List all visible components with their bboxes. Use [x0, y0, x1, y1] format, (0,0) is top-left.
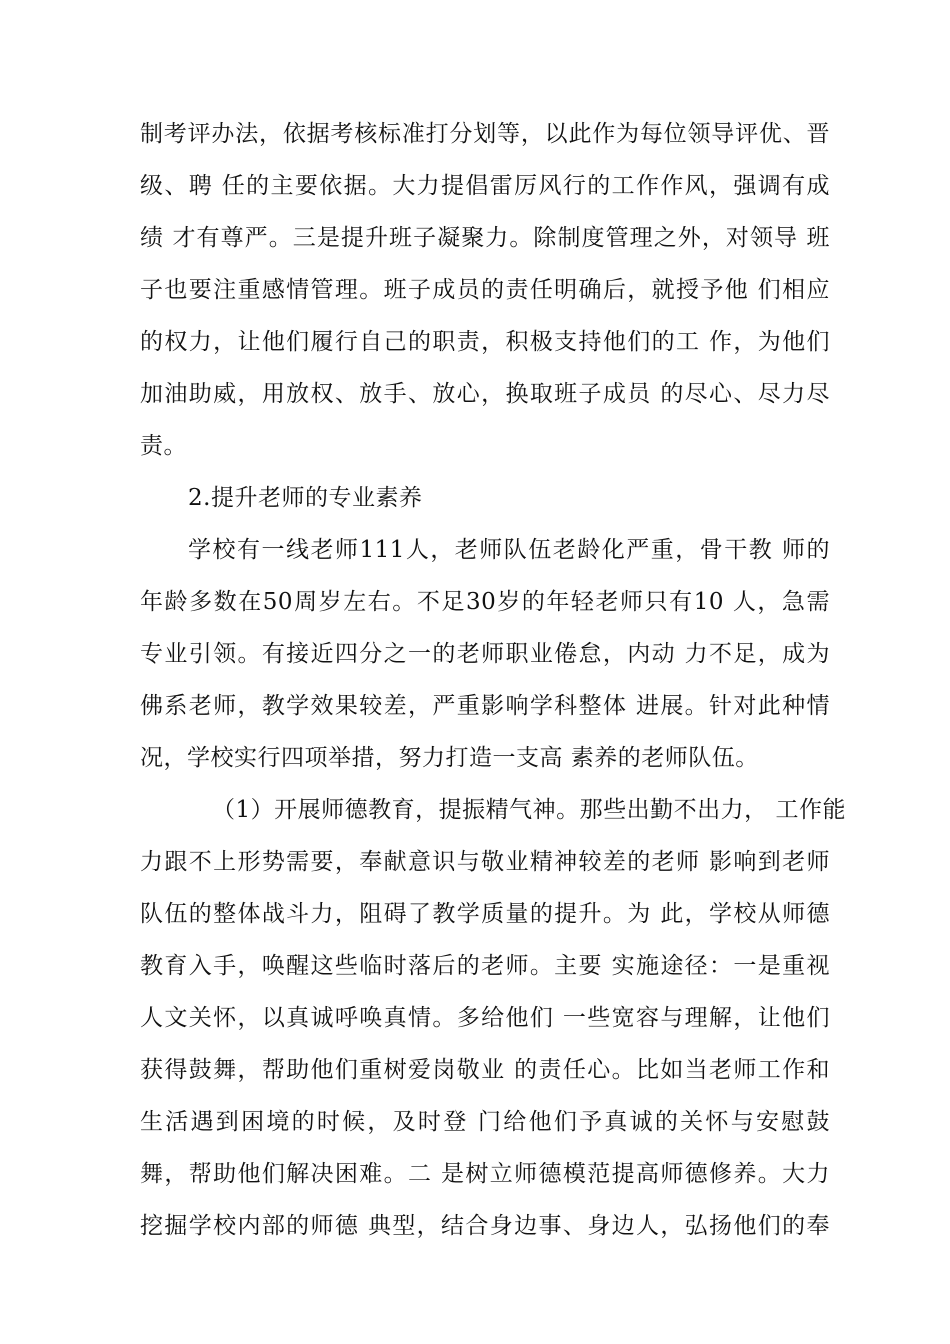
text-line: 教育入手，唤醒这些临时落后的老师。主要 实施途径：一是重视: [140, 953, 830, 979]
text-line: 队伍的整体战斗力，阻碍了教学质量的提升。为 此，学校从师德: [140, 901, 830, 927]
text-line: 挖掘学校内部的师德 典型，结合身边事、身边人，弘扬他们的奉: [140, 1213, 830, 1239]
text-line: 佛系老师，教学效果较差，严重影响学科整体 进展。针对此种情: [140, 693, 830, 719]
text-line: 力跟不上形势需要，奉献意识与敬业精神较差的老师 影响到老师: [140, 849, 830, 875]
text-line: 子也要注重感情管理。班子成员的责任明确后，就授予他 们相应: [140, 277, 830, 303]
text-line: 学校有一线老师111人，老师队伍老龄化严重，骨干教 师的: [188, 537, 830, 563]
text-line: （1）开展师德教育，提振精气神。那些出勤不出力， 工作能: [212, 797, 846, 823]
text-line: 年龄多数在50周岁左右。不足30岁的年轻老师只有10 人，急需: [140, 589, 830, 615]
text-line: 获得鼓舞，帮助他们重树爱岗敬业 的责任心。比如当老师工作和: [140, 1057, 830, 1083]
text-line: 级、聘 任的主要依据。大力提倡雷厉风行的工作作风，强调有成: [140, 173, 830, 199]
text-line: 舞，帮助他们解决困难。二 是树立师德模范提高师德修养。大力: [140, 1161, 830, 1187]
section-heading: 2.提升老师的专业素养: [188, 485, 423, 511]
text-line: 的权力，让他们履行自己的职责，积极支持他们的工 作，为他们: [140, 329, 830, 355]
text-line: 人文关怀，以真诚呼唤真情。多给他们 一些宽容与理解，让他们: [140, 1005, 830, 1031]
text-line: 况，学校实行四项举措，努力打造一支高 素养的老师队伍。: [140, 745, 759, 771]
text-line: 专业引领。有接近四分之一的老师职业倦怠，内动 力不足，成为: [140, 641, 830, 667]
text-line: 责。: [140, 433, 187, 459]
text-line: 制考评办法，依据考核标准打分划等，以此作为每位领导评优、晋: [140, 121, 830, 147]
text-line: 生活遇到困境的时候，及时登 门给他们予真诚的关怀与安慰鼓: [140, 1109, 830, 1135]
text-line: 绩 才有尊严。三是提升班子凝聚力。除制度管理之外，对领导 班: [140, 225, 830, 251]
text-line: 加油助威，用放权、放手、放心，换取班子成员 的尽心、尽力尽: [140, 381, 830, 407]
